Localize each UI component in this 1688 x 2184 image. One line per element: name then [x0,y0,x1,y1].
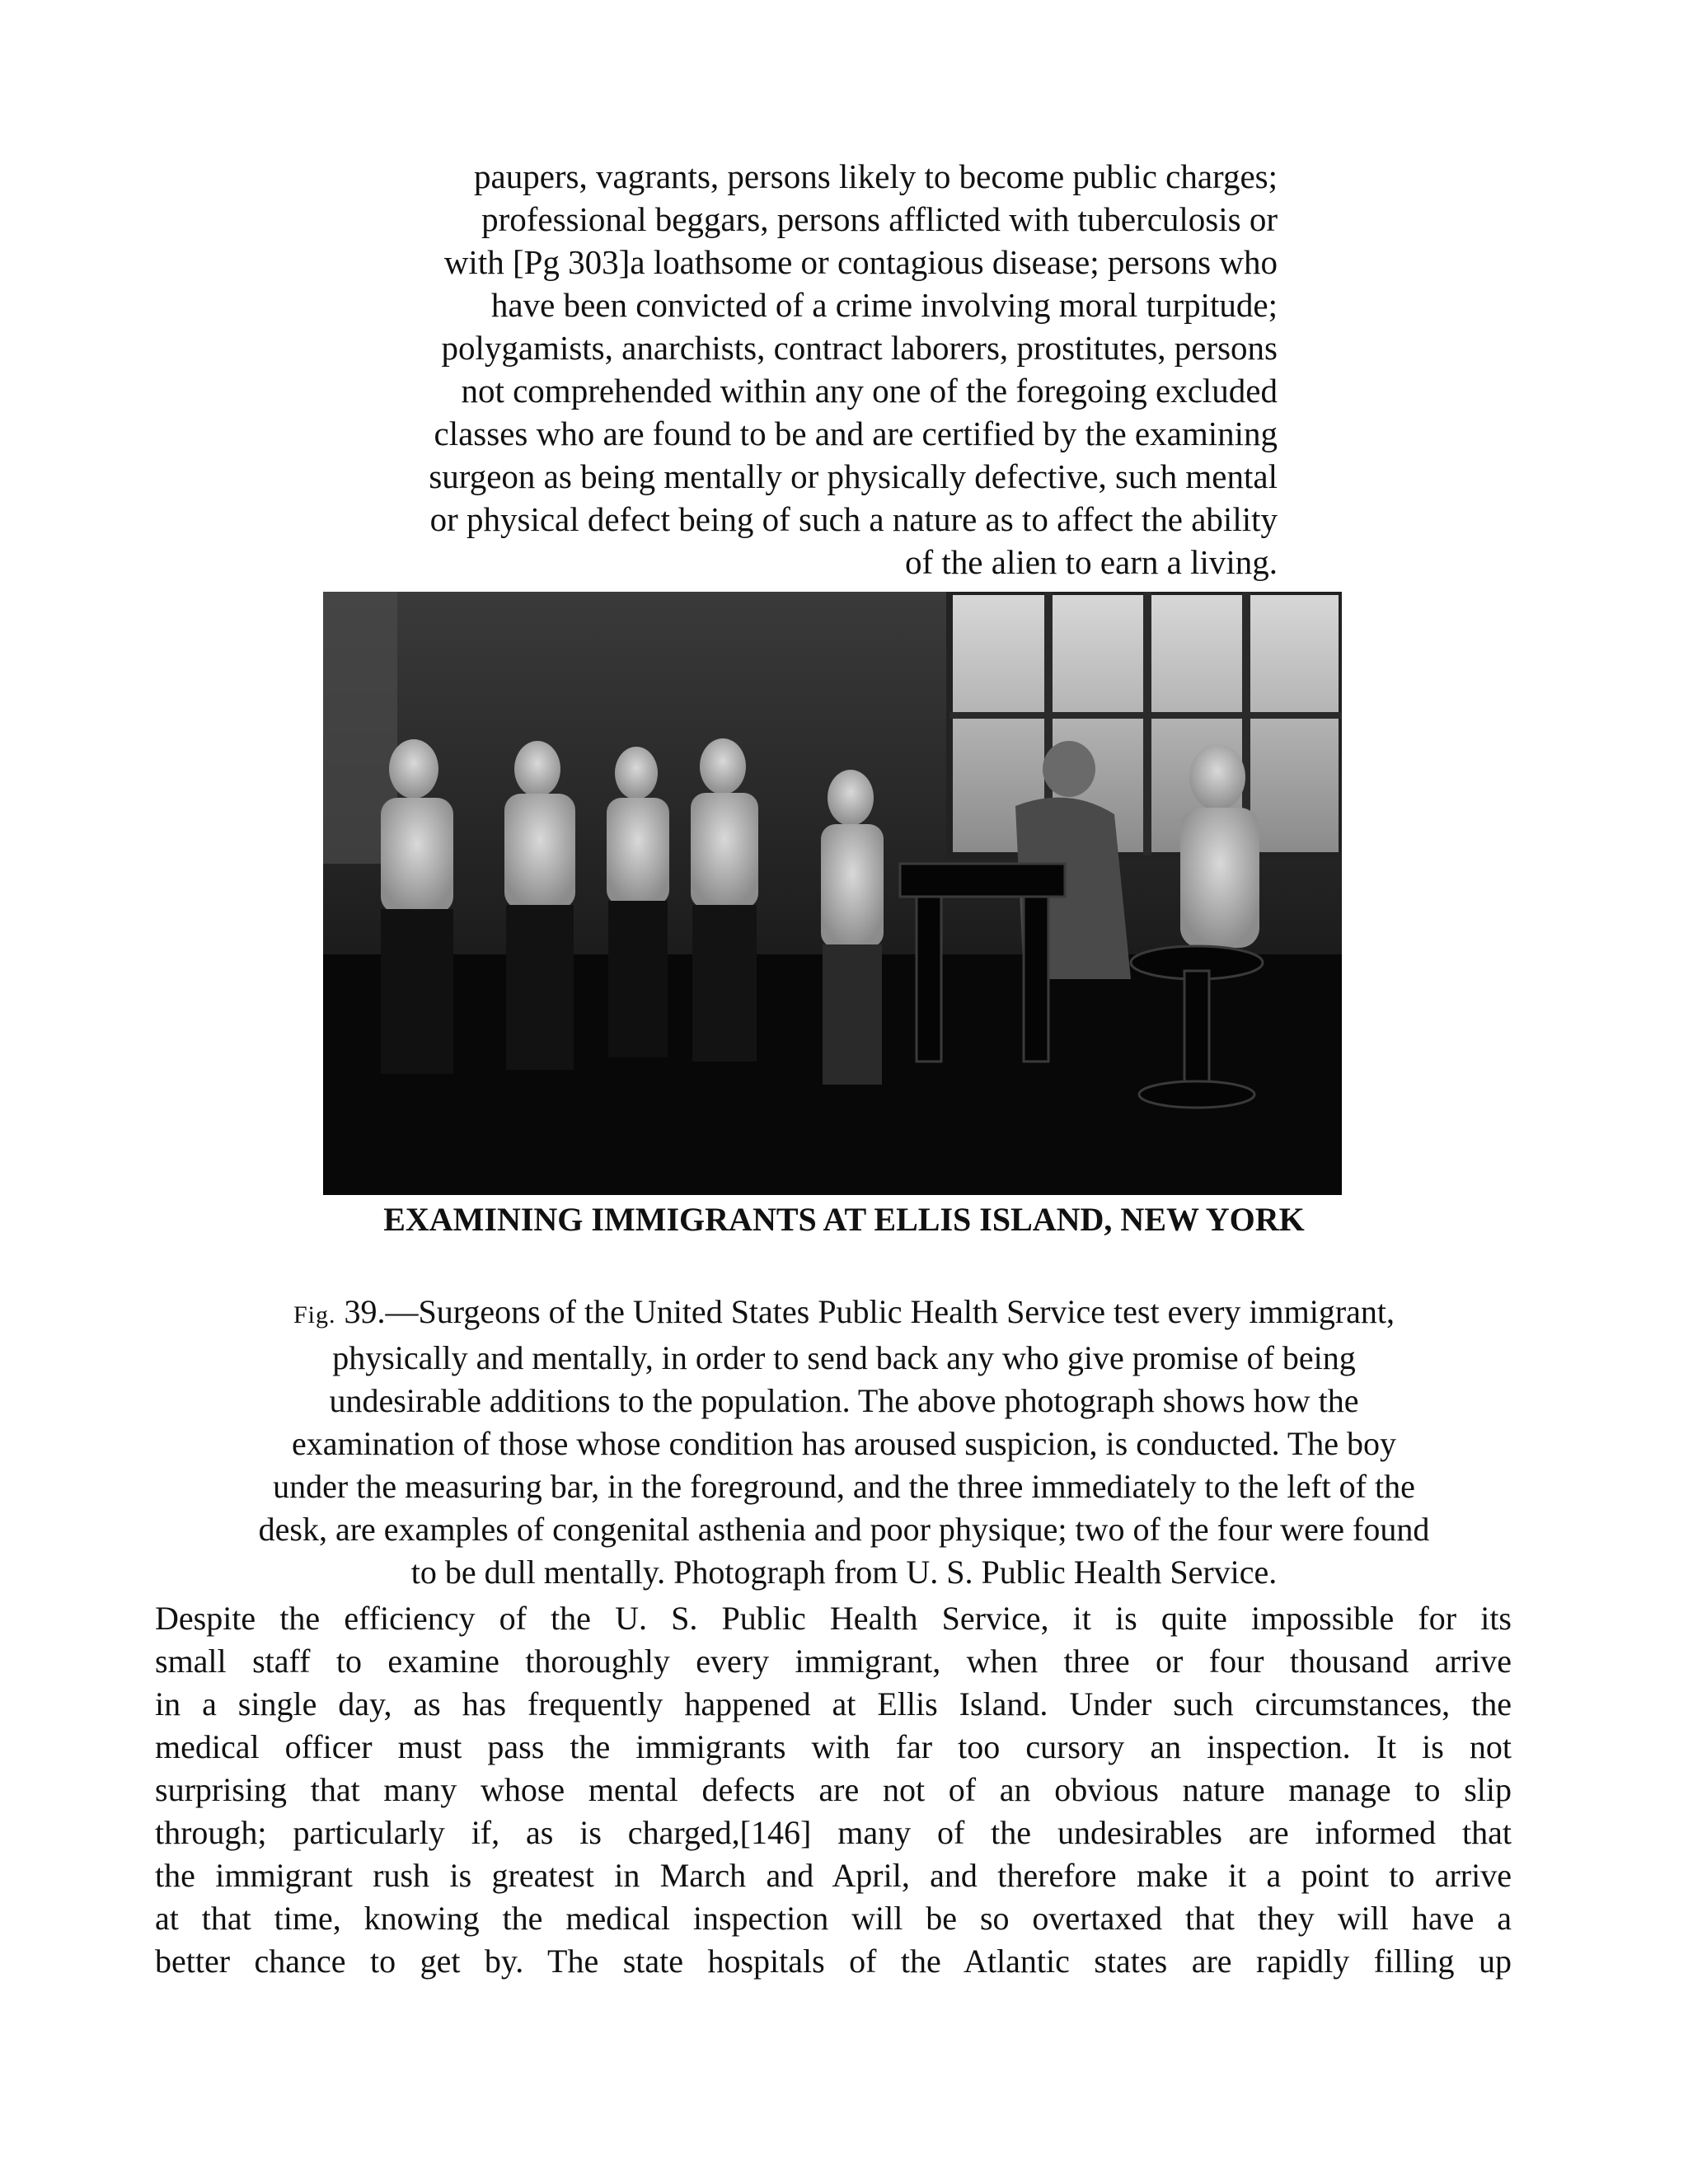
figure-caption-line: under the measuring bar, in the foreground, and the three immediately to the left of the [273,1468,1415,1505]
body-line: small staff to examine thoroughly every immigrant, when three or four thousand arrive [155,1643,1512,1680]
quote-line: with [Pg 303]a loathsome or contagious disease; persons who [443,243,1278,281]
figure-caption-line: examination of those whose condition has aroused suspicion, is conducted. The boy [291,1425,1397,1462]
quote-line: not comprehended within any one of the foregoing excluded [461,372,1278,410]
quote-line: classes who are found to be and are certified by the examining [434,415,1278,452]
body-line: better chance to get by. The state hospitals of the Atlantic states are rapidly filling up [155,1943,1512,1980]
body-line: the immigrant rush is greatest in March and April, and therefore make it a point to arrive [155,1857,1512,1894]
figure-caption-line: to be dull mentally. Photograph from U. S. Public Health Service. [410,1554,1278,1591]
body-line: at that time, knowing the medical inspection will be so overtaxed that they will have a [155,1900,1512,1937]
figure-title: EXAMINING IMMIGRANTS AT ELLIS ISLAND, NEW YORK [383,1201,1305,1238]
quote-line: or physical defect being of such a nature as to affect the ability [429,500,1278,538]
figure-caption-first-line-text: —Surgeons of the United States Public Health Service test every immigrant, [385,1293,1395,1330]
quote-line: have been convicted of a crime involving moral turpitude; [490,286,1278,324]
ellis-island-photograph [323,592,1342,1195]
figure-caption [132,1291,1556,1594]
quote-line: professional beggars, persons afflicted with tuberculosis or [481,200,1278,238]
body-line: Despite the efficiency of the U. S. Public Health Service, it is quite impossible for its [155,1600,1512,1637]
photograph-illustration [323,592,1342,1195]
figure-caption-line: physically and mentally, in order to send back any who give promise of being [332,1339,1356,1376]
body-line: surprising that many whose mental defects are not of an obvious nature manage to slip [155,1771,1512,1808]
quote-line: polygamists, anarchists, contract laborers, prostitutes, persons [441,329,1278,367]
body-line: through; particularly if, as is charged,[146] many of the undesirables are informed that [155,1814,1512,1851]
body-line: medical officer must pass the immigrants with far too cursory an inspection. It is not [155,1728,1512,1765]
figure-caption-line: undesirable additions to the population. The above photograph shows how the [329,1382,1359,1419]
figure-caption-first-line [132,1291,1556,1337]
quoted-passage [312,155,1278,583]
quote-line: surgeon as being mentally or physically defective, such mental [429,457,1278,495]
figure-caption-line: desk, are examples of congenital asthenia and poor physique; two of the four were found [258,1511,1430,1548]
figure-number: 39. [335,1293,386,1330]
photo-window [950,592,1342,855]
quote-line: paupers, vagrants, persons likely to become public charges; [474,157,1278,195]
quote-line: of the alien to earn a living. [905,543,1278,581]
body-line: in a single day, as has frequently happened at Ellis Island. Under such circumstances, the [155,1685,1512,1722]
body-paragraph [155,1597,1512,1983]
figure-label: Fig. [293,1301,336,1329]
